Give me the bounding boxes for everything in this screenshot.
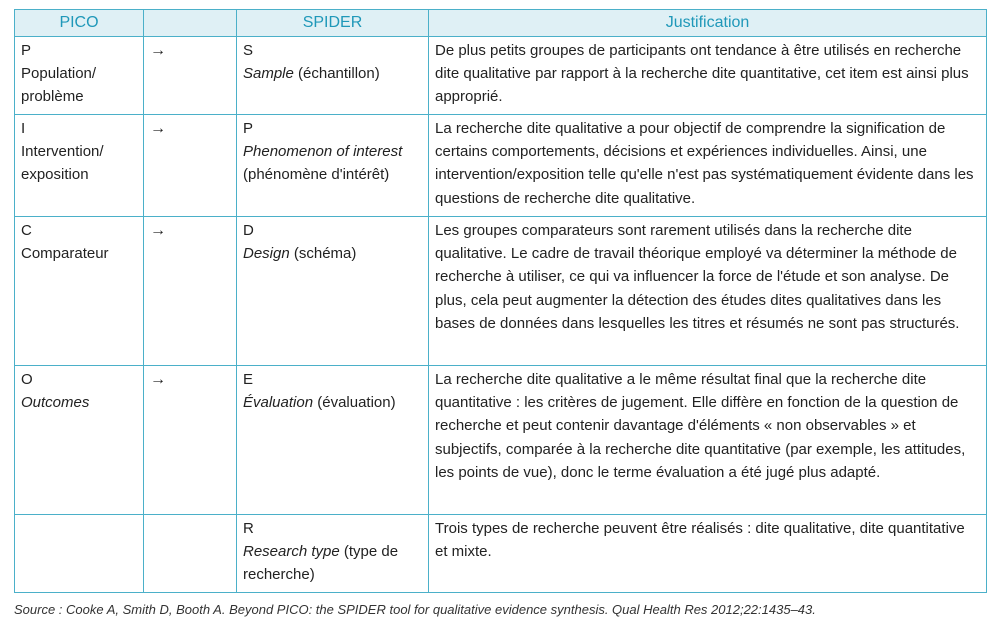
- spider-translation: (phénomène d'intérêt): [243, 166, 390, 184]
- pico-cell: [15, 217, 144, 366]
- pico-code: O: [21, 371, 33, 388]
- pico-cell: [15, 37, 144, 115]
- justification-cell: La recherche dite qualitative a le même résultat final que la recherche dite quantitative : les critères de jugement. Elle diffère en fonction de la question de recherche et peut contenir davantage d'éléments « non observables » et subjectifs, comparée à la recherche dite quantitative (par exemple, les attitudes, les points de vue), donc le terme évaluation a été jugé plus adapté.: [429, 366, 987, 515]
- pico-spider-table: [14, 9, 987, 593]
- pico-term: Comparateur: [21, 245, 109, 263]
- spider-code: D: [243, 222, 254, 239]
- spider-code: E: [243, 371, 254, 388]
- spider-translation: (type de recherche): [243, 543, 399, 584]
- justification-cell: Les groupes comparateurs sont rarement utilisés dans la recherche dite qualitative. Le cadre de travail théorique employé va déterminer la méthode de recherche à utiliser, ce qui va influencer la force de l'étude et son analyse. De plus, cela peut augmenter la détection des études dites qualitatives dans les bases de données dans lesquelles les titres et résumés ne sont pas structurés.: [429, 217, 987, 366]
- table-row: [15, 217, 987, 366]
- spider-term: Research type: [243, 543, 340, 561]
- pico-term: Outcomes: [21, 394, 90, 412]
- spider-cell: [237, 115, 429, 217]
- table-row: [15, 37, 987, 115]
- header-spider: SPIDER: [237, 10, 429, 37]
- pico-spider-table-container: [14, 9, 986, 593]
- table-row: [15, 366, 987, 515]
- spider-term: Phenomenon of interest: [243, 143, 403, 161]
- spider-cell: [237, 217, 429, 366]
- pico-cell: [15, 366, 144, 515]
- spider-code: S: [243, 42, 254, 59]
- arrow-cell: [144, 115, 237, 217]
- justification-cell: De plus petits groupes de participants ont tendance à être utilisés en recherche dite qualitative par rapport à la recherche dite quantitative, cet item est ainsi plus approprié.: [429, 37, 987, 115]
- arrow-right-icon: →: [150, 42, 166, 59]
- pico-code: I: [21, 120, 26, 137]
- header-pico: PICO: [15, 10, 144, 37]
- spider-cell: [237, 37, 429, 115]
- pico-cell: [15, 115, 144, 217]
- header-arrow: [144, 10, 237, 37]
- pico-code: C: [21, 222, 32, 239]
- arrow-cell: [144, 37, 237, 115]
- arrow-right-icon: →: [150, 222, 166, 239]
- arrow-cell: [144, 366, 237, 515]
- spider-code: P: [243, 120, 254, 137]
- spider-term: Sample: [243, 65, 294, 83]
- spider-term: Design: [243, 245, 290, 263]
- table-row: [15, 115, 987, 217]
- spider-translation: (évaluation): [313, 394, 396, 412]
- justification-cell: La recherche dite qualitative a pour objectif de comprendre la signification de certains comportements, décisions et expériences individuelles. Ainsi, une intervention/exposition telle qu'elle n'est pas systématiquement évidente dans les questions de recherche dite qualitative.: [429, 115, 987, 217]
- pico-term: Intervention/ exposition: [21, 143, 104, 184]
- spider-term: Évaluation: [243, 394, 314, 412]
- arrow-cell: [144, 515, 237, 593]
- table-header-row: [15, 10, 987, 37]
- pico-code: P: [21, 42, 32, 59]
- pico-term: Population/ problème: [21, 65, 97, 106]
- spider-cell: [237, 515, 429, 593]
- spider-translation: (échantillon): [293, 65, 380, 83]
- arrow-right-icon: →: [150, 120, 166, 137]
- header-justification: Justification: [429, 10, 987, 37]
- pico-cell: [15, 515, 144, 593]
- arrow-right-icon: →: [150, 371, 166, 388]
- arrow-cell: [144, 217, 237, 366]
- spider-translation: (schéma): [289, 245, 357, 263]
- justification-cell: Trois types de recherche peuvent être réalisés : dite qualitative, dite quantitative et mixte.: [429, 515, 987, 593]
- spider-code: R: [243, 520, 254, 537]
- spider-cell: [237, 366, 429, 515]
- source-citation: Source : Cooke A, Smith D, Booth A. Beyond PICO: the SPIDER tool for qualitative evidence synthesis. Qual Health Res 2012;22:1435–43.: [14, 602, 816, 617]
- table-row: [15, 515, 987, 593]
